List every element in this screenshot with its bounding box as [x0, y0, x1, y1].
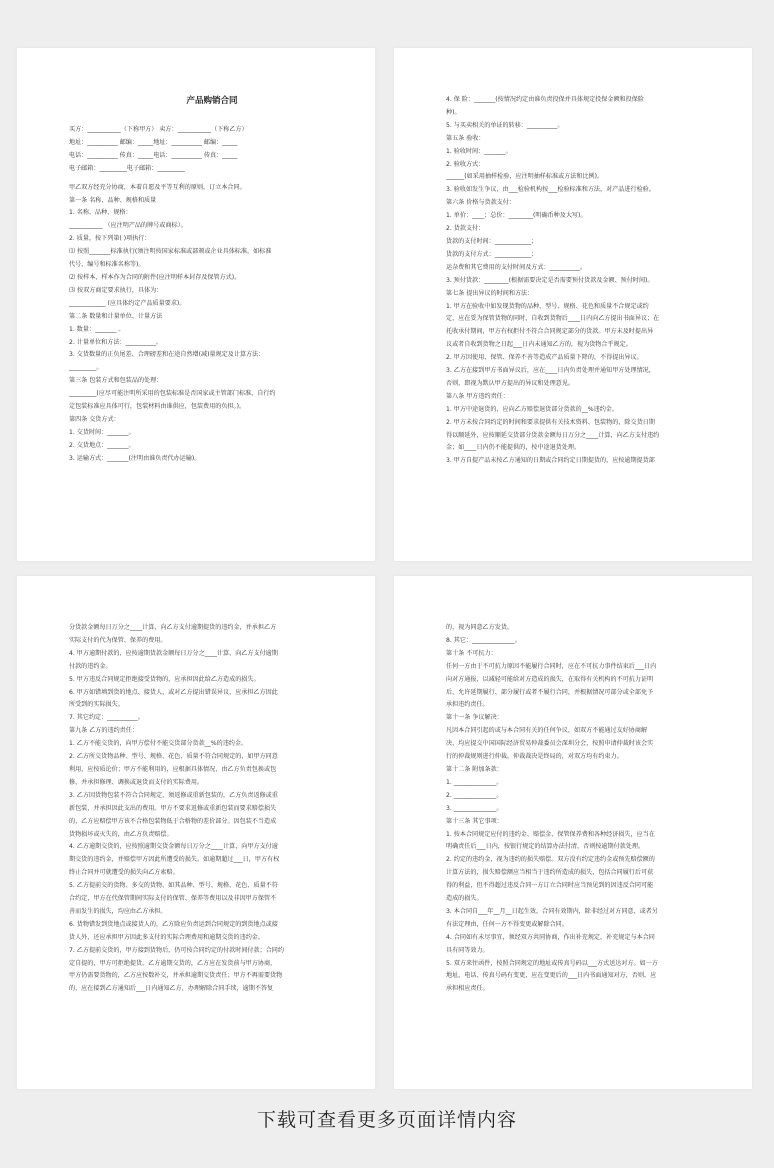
- text-line: 2. ______________。: [446, 791, 503, 799]
- text-line: 种)。: [446, 108, 461, 116]
- text-line: 3. 甲方自提产品未按乙方通知的日期或合同约定日期提货的，应按逾期提货部: [446, 457, 655, 465]
- text-line: 第七条 提出异议的时间和方法：: [446, 289, 534, 297]
- text-line: ___________ （应注明产品的牌号或商标）。: [69, 222, 187, 230]
- text-line: 付款的违约金。: [69, 662, 112, 670]
- text-line: _________。: [69, 364, 103, 372]
- text-line: 第一条 名称、品种、规格和质量: [69, 196, 157, 204]
- text-line: 甲方仍需要货物的，乙方应按数补交，并承担逾期交货责任；甲方不再需要货物: [69, 972, 283, 980]
- text-line: 1. 甲方在验收中如发现货物的品种、型号、规格、花色和质量不合规定或约: [446, 302, 649, 310]
- text-line: 凡因本合同引起的或与本合同有关的任何争议，如双方不能通过友好协商解: [446, 727, 648, 735]
- text-line: 5. 乙方提前交的货物、多交的货物，如其品种、型号、规格、花色、质量不符: [69, 882, 278, 890]
- text-line: 2. 甲方未按合同约定的时间和要求提供有关技术资料、包装物的，除交货日期: [446, 418, 655, 426]
- text-line: 分货款金额每日万分之____计算，向乙方支付逾期提货的违约金，并承担乙方: [69, 624, 277, 631]
- text-line: 货物损坏或灭失的，由乙方负责赔偿。: [69, 830, 173, 838]
- text-line: ⑶ 按双方商定要求执行，具体为：: [69, 286, 163, 294]
- text-line: 的，视为同意乙方发货。: [446, 624, 514, 631]
- text-line: 承担违约责任。: [446, 701, 489, 709]
- text-line: 具有同等效力。: [446, 946, 489, 954]
- text-line: 3. ______________。: [446, 804, 503, 812]
- text-line: 3. 预付货款：________(根据需要决定是否需要预付货款及金额、预付时间)。: [446, 276, 654, 284]
- text-line: 3. 本合同自___年__月__日起生效，合同有效期内，除非经过对方同意，或者另: [446, 907, 658, 915]
- text-line: 2. 计量单位和方法：__________。: [69, 338, 163, 346]
- text-line: 修，并承担修理、调换或退货而支付的实际费用。: [69, 778, 204, 786]
- page-1-body: [69, 124, 355, 466]
- text-line: 3. 运输方式：_______(注明由谁负责代办运输)。: [69, 454, 201, 462]
- text-line: 2. 质量，按下列第( )项执行：: [69, 235, 151, 243]
- text-line: 3. 乙方因货物包装不符合合同规定，须返修或重新包装的，乙方负责返修或重: [69, 791, 278, 799]
- text-line: 1. ______________。: [446, 778, 503, 786]
- text-line: 甲乙双方经充分协商，本着自愿及平等互利的原则，订立本合同。: [69, 183, 246, 191]
- document-page-3: [17, 576, 375, 1089]
- text-line: 的，乙方应赔偿甲方该不合格包装物低于合格物的差价部分。因包装不当造成: [69, 817, 277, 825]
- text-line: 实际支付的代为保管、保养的费用。: [69, 636, 167, 644]
- text-line: 计算方法的，损失赔偿额应当相当于违约所造成的损失，包括合同履行后可获: [446, 869, 654, 877]
- text-line: 所受到的实际损失。: [69, 701, 124, 709]
- text-line: 2. 乙方所交货物品种、型号、规格、花色、质量不符合同规定的，如甲方同意: [69, 753, 278, 761]
- text-line: ⑴ 按照_______标准执行(须注明按国家标准或部颁或企业具体标准，如标准: [69, 248, 272, 256]
- document-page-2: [394, 48, 752, 561]
- document-page-4: [394, 576, 752, 1089]
- text-line: 金；如____日内仍不能提供的，按中途退货处理。: [446, 444, 581, 452]
- text-line: 2. 甲方因使用、保管、保养不善等造成产品质量下降的，不得提出异议。: [446, 354, 643, 362]
- document-title: 产品购销合同: [186, 96, 238, 106]
- text-line: 终止合同并可就遭受的损失向乙方索赔。: [69, 869, 179, 877]
- text-line: 明确责任后___日内，按银行规定的结算办法付清，否则按逾期付款处理。: [446, 843, 645, 851]
- text-line: 1. 单价：____；总价：________(明确币种及大写)。: [446, 212, 587, 220]
- text-line: 地址、电话、传真号码有变更，应在变更后的___日内书面通知对方，否则，应: [446, 972, 657, 980]
- text-line: 2. 货款支付：: [446, 225, 485, 233]
- text-line: 定包装标准应具体可行，包装材料由谁供应，包装费用的负担。)。: [69, 403, 246, 411]
- document-page-1: [17, 48, 375, 561]
- page-4-body: [446, 622, 724, 996]
- text-line: 第五条 验收：: [446, 134, 485, 142]
- text-line: 第三条 包装方式和包装品的处理：: [69, 377, 163, 385]
- text-line: 1. 名称、品种、规格：: [69, 209, 132, 217]
- text-line: 议或者自收到货物之日起___日内未通知乙方的，视为货物合乎规定。: [446, 341, 632, 349]
- text-line: 5. 与买卖相关的单证的转移：__________。: [446, 121, 564, 129]
- text-line: 5. 双方来往函件，按照合同规定的地址或传真号码以___方式送达对方。如一方: [446, 959, 658, 967]
- text-line: ______(如采用抽样检验，应注明抽样标准或方法和比例)。: [446, 173, 604, 181]
- text-line: 3. 验收如发生争议，由___检验机构按___检验标准和方法，对产品进行检验。: [446, 186, 655, 194]
- text-line: 第八条 甲方违约责任：: [446, 392, 509, 400]
- text-line: 第十三条 其它事项：: [446, 817, 503, 825]
- text-line: 2. 约定的违约金，视为违约的损失赔偿。双方没有约定违约金或预先赔偿额的: [446, 856, 655, 864]
- text-line: 的，应在接到乙方通知后___日内通知乙方，办理解除合同手续，逾期不答复: [69, 985, 274, 993]
- text-line: 期交货的违约金，并赔偿甲方因此所遭受的损失。如逾期超过___日，甲方有权: [69, 856, 280, 864]
- text-line: 3. 乙方在接到甲方书面异议后，应在____日内负责处理并通知甲方处理情况，: [446, 367, 655, 375]
- text-line: 代号、编号和标准名称等)。: [69, 261, 145, 269]
- text-line: 货款的支付时间：____________；: [446, 237, 538, 245]
- text-line: 造成的损失。: [446, 895, 483, 903]
- text-line: 6. 甲方如错填到货的地点、接货人，或对乙方提出错误异议，应承担乙方因此: [69, 688, 278, 696]
- text-line: 向对方通报，以减轻可能给对方造成的损失，在取得有关机构的不可抗力证明: [446, 675, 654, 683]
- text-line: 4. 合同如有未尽事宜，须经双方共同协商，作出补充规定，补充规定与本合同: [446, 933, 655, 941]
- text-line: 2. 验收方式：: [446, 160, 485, 168]
- text-line: 1. 交货时间：_______。: [69, 428, 135, 436]
- text-line: 1. 按本合同规定应付的违约金、赔偿金、保管保养费和各种经济损失，应当在: [446, 830, 655, 838]
- text-line: ____________ (应具体约定产品质量要求)。: [69, 299, 186, 307]
- text-line: 1. 乙方不能交货的，向甲方偿付不能交货部分货款__%的违约金。: [69, 740, 248, 748]
- page-2-body: [446, 94, 724, 468]
- text-line: 货款的支付方式：____________；: [446, 250, 538, 258]
- text-line: 7. 乙方提前交货的，甲方接到货物后，仍可按合同约定的付款时间付款；合同约: [69, 946, 284, 954]
- text-line: 3. 交货数量的正负尾差、合理磅差和在途自然增(减)量规定及计算方法：: [69, 351, 265, 359]
- text-line: 1. 验收时间：_______。: [446, 147, 512, 155]
- text-line: 8. 其它：______________。: [446, 636, 521, 644]
- text-line: 决，均应提交中国国际经济贸易仲裁委员会深圳分会，按照申请仲裁时该会实: [446, 740, 654, 748]
- text-line: 运杂费和其它费用的支付时间及方式：__________。: [446, 263, 587, 271]
- text-line: ⑵ 按样本，样本作为合同的附件(应注明样本封存及保管方式)。: [69, 273, 241, 281]
- text-line: 4. 保 险：_______(按情况约定由谁负责投保并具体规定投保金额和投保险: [446, 96, 644, 103]
- text-line: 得以顺延外，应按顺延交货部分货款金额每日万分之____计算，向乙方支付违约: [446, 431, 660, 439]
- text-line: 行的仲裁规则进行仲裁。仲裁裁决是终局的，对双方均有约束力。: [446, 753, 623, 761]
- text-line: 后，允许延期履行、部分履行或者不履行合同，并根据情况可部分或全部免予: [446, 688, 654, 696]
- text-line: 否则，即视为默认甲方提出的异议和处理意见。: [446, 379, 574, 387]
- text-line: 托收承付期间，甲方有权拒付不符合合同规定部分的货款。甲方未及时提出异: [446, 328, 654, 336]
- text-line: 任何一方由于不可抗力原因不能履行合同时，应在不可抗力事件结束后___日内: [446, 662, 657, 670]
- text-line: 新包装，并承担因此支出的费用。甲方不要求返修或重新包装而要求赔偿损失: [69, 804, 277, 812]
- text-line: 第九条 乙方的违约责任：: [69, 727, 138, 735]
- text-line: 得的利益，但不得超过违反合同一方订立合同时应当预见到的因违反合同可能: [446, 882, 654, 890]
- text-line: 4. 甲方逾期付款的，应按逾期货款金额每日万分之____计算，向乙方支付逾期: [69, 649, 278, 657]
- text-line: 第四条 交货方式：: [69, 415, 120, 423]
- text-line: 第六条 价格与货款支付：: [446, 199, 515, 207]
- text-line: 1. 数量：_______ 。: [69, 325, 125, 333]
- text-line: 7. 其它约定：__________。: [69, 714, 144, 722]
- text-line: _________(应尽可能注明所采用的包装标准是否国家或主管部门标准，自行约: [69, 390, 276, 398]
- text-line: 1. 甲方中途退货的，应向乙方赔偿退货部分货款的__%违约金。: [446, 405, 618, 413]
- page-3-body: [69, 622, 355, 996]
- text-line: 6. 货物错发到货地点或接货人的，乙方除应负责运到合同规定的到货地点或接: [69, 920, 278, 928]
- text-line: 买方：___________（下称甲方） 卖方：___________（下称乙方）: [69, 126, 248, 133]
- text-line: 2. 交货地点：_______。: [69, 441, 135, 449]
- text-line: 电子邮箱：_________电子邮箱：_________: [69, 164, 185, 172]
- text-line: 善而发生的损失，均应由乙方承担。: [69, 907, 167, 915]
- text-line: 合约定，甲方在代保管期间实际支付的保管、保养等费用以及非因甲方保管不: [69, 895, 277, 903]
- text-line: 地址：__________ 邮编：_____地址：__________ 邮编：_____: [69, 138, 238, 146]
- text-line: 承担相应责任。: [446, 985, 489, 993]
- text-line: 货人外，还应承担甲方因此多支付的实际合理费用和逾期交货的违约金。: [69, 933, 264, 941]
- text-line: 第十条 不可抗力：: [446, 649, 497, 657]
- text-line: 电话：__________ 传真：_____电话：__________ 传真：_____: [69, 151, 238, 159]
- text-line: 第十二条 附加条款：: [446, 765, 503, 773]
- text-line: 4. 乙方逾期交货的，应按照逾期交货金额每日万分之____计算，向甲方支付逾: [69, 843, 278, 851]
- text-line: 第十一条 争议解决：: [446, 714, 503, 722]
- text-line: 定自提的，甲方可拒绝提货。乙方逾期交货的，乙方应在发货前与甲方协商，: [69, 959, 277, 967]
- text-line: 利用，应按质论价；甲方不能利用的，应根据具体情况，由乙方负责包换或包: [69, 765, 277, 773]
- text-line: 第二条 数量和计量单位、计量方法: [69, 312, 163, 320]
- text-line: 有法定理由，任何一方不得变更或解除合同。: [446, 920, 568, 928]
- text-line: 5. 甲方违反合同规定拒绝接受货物的，应承担因此给乙方造成的损失。: [69, 675, 260, 683]
- text-line: 定，应在妥为保管货物的同时，自收到货物后____日内向乙方提出书面异议；在: [446, 315, 660, 323]
- download-more-caption: 下载可查看更多页面详情内容: [256, 1109, 517, 1131]
